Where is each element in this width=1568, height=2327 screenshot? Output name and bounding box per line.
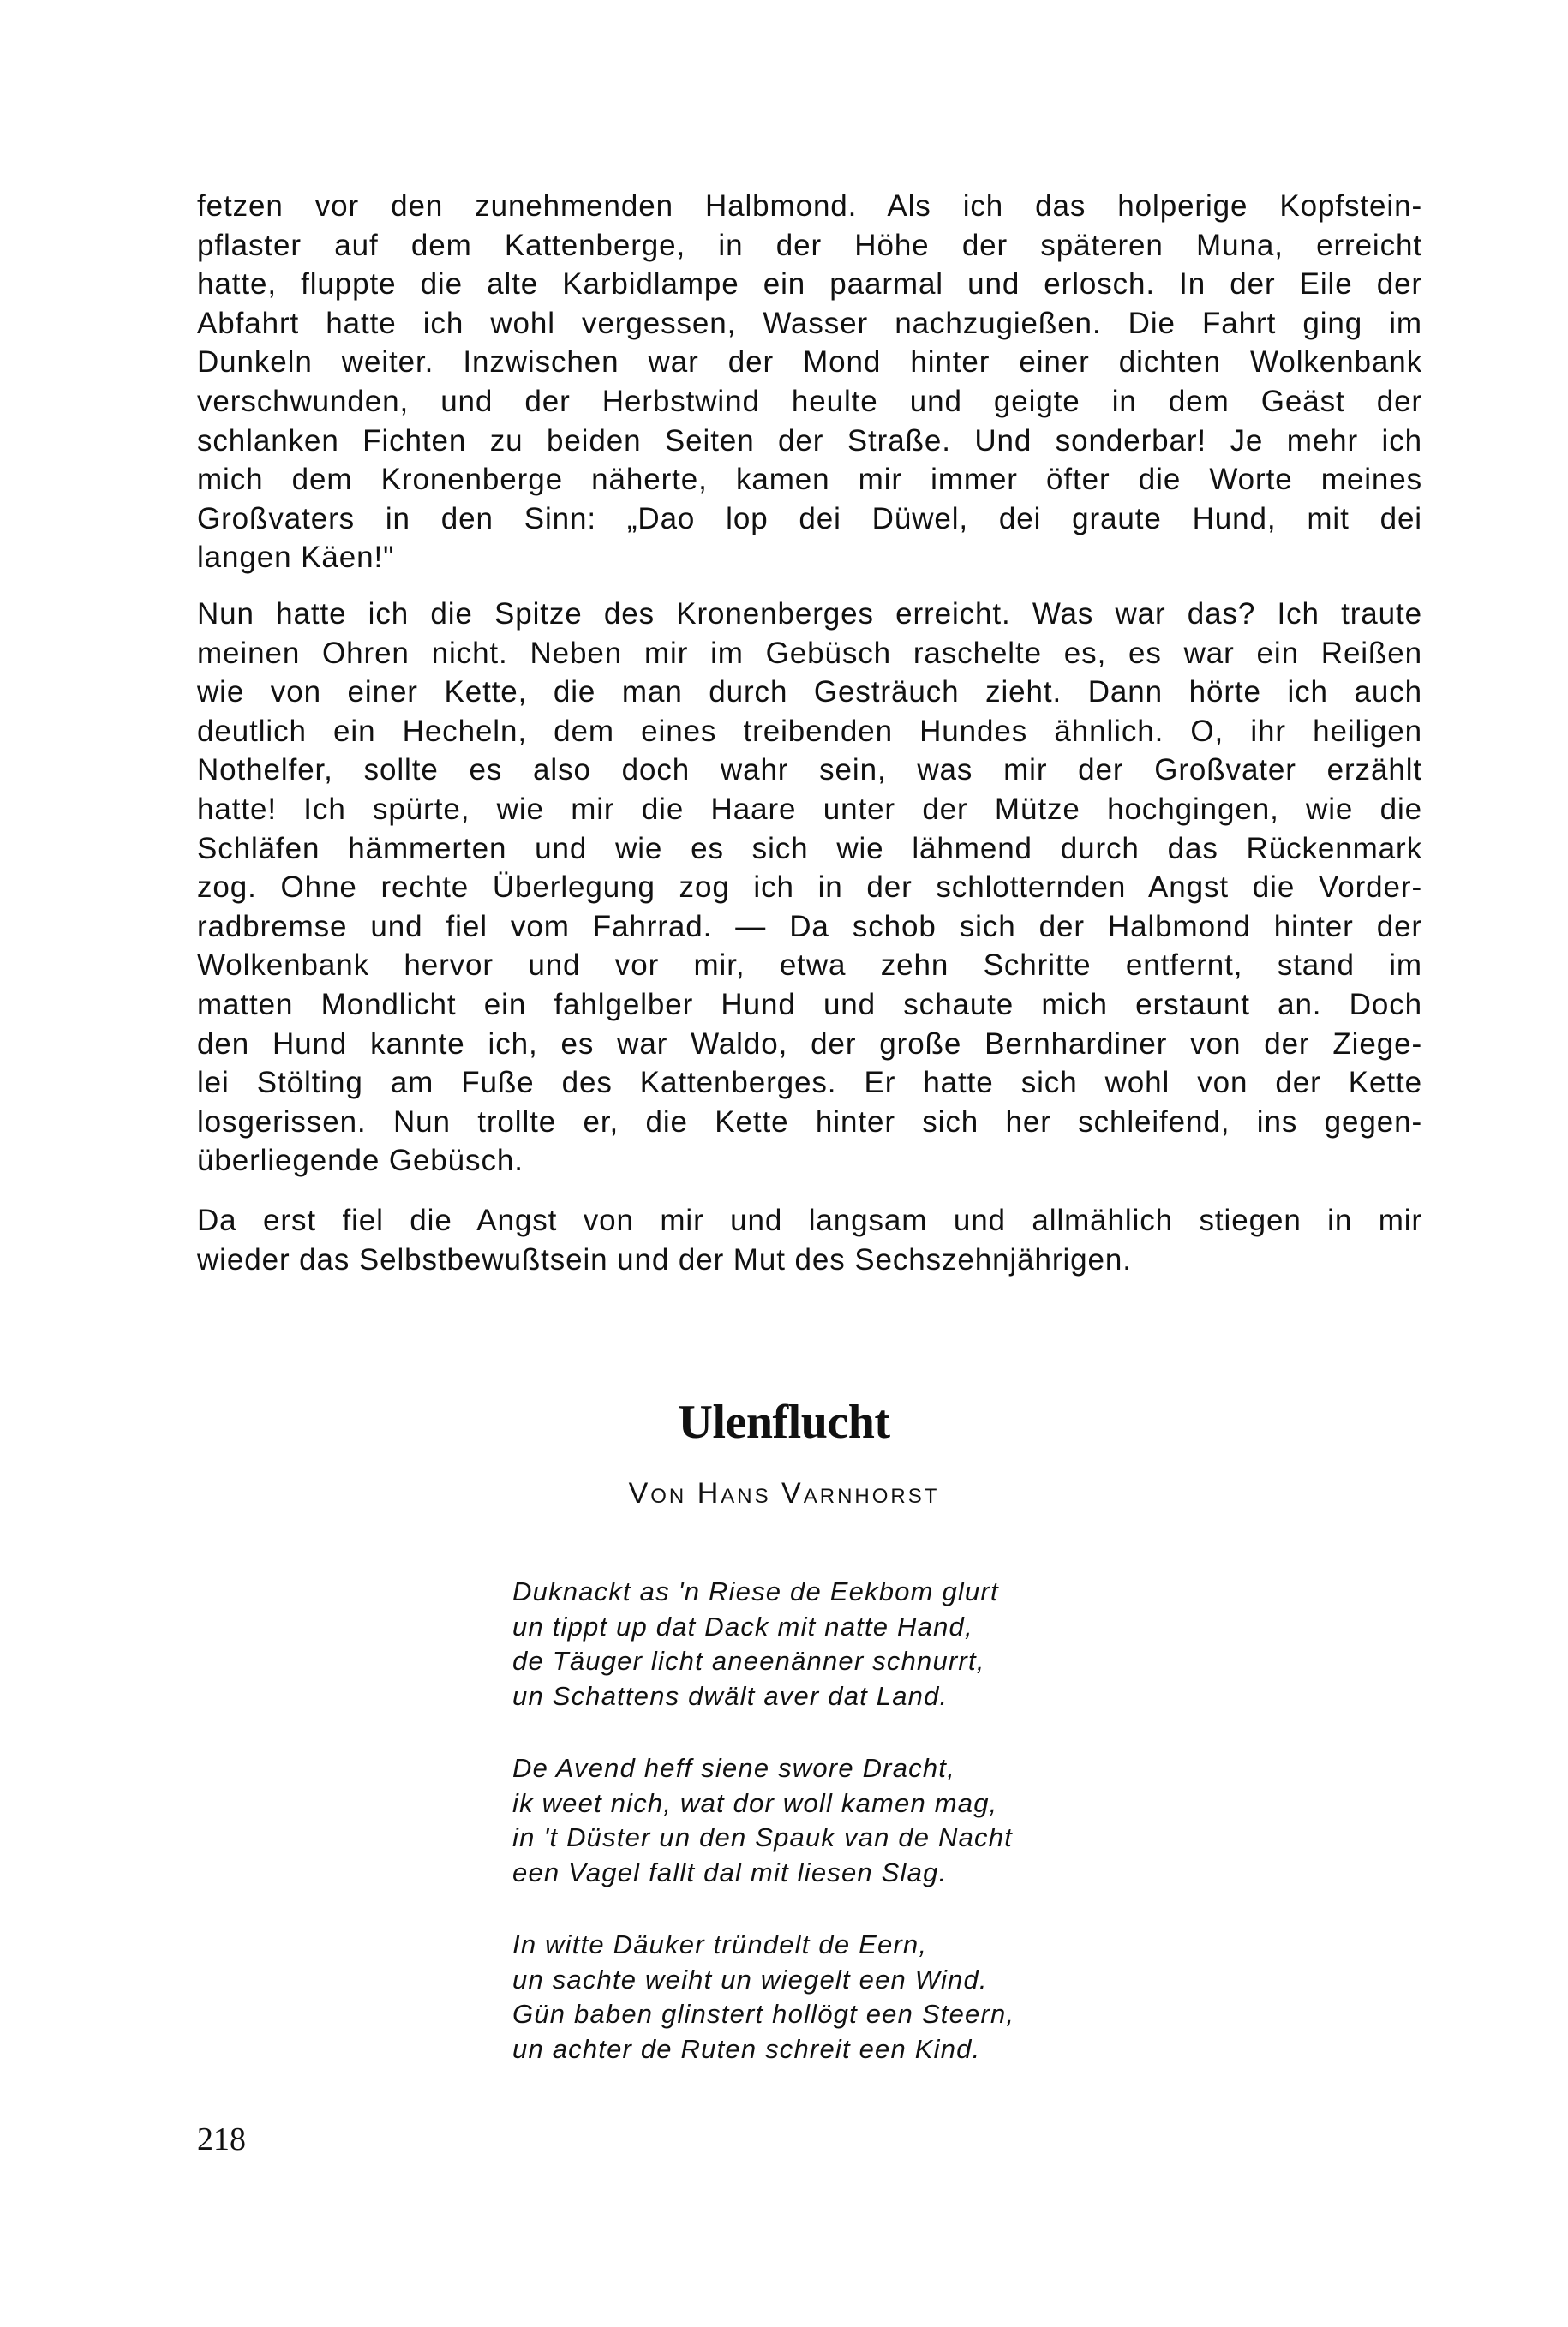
text-line: radbremse und fiel vom Fahrrad. — Da schob sich der Halbmond hinter der — [197, 909, 1422, 943]
poem-line: un sachte weiht un wiegelt een Wind. — [512, 1964, 988, 1995]
text-line: Großvaters in den Sinn: „Dao lop dei Düwel, dei graute Hund, mit dei — [197, 501, 1422, 535]
text-line: mich dem Kronenberge näherte, kamen mir immer öfter die Worte meines — [197, 463, 1422, 497]
text-line: lei Stölting am Fuße des Kattenberges. Er hatte sich wohl von der Kette — [197, 1066, 1422, 1100]
text-line: schlanken Fichten zu beiden Seiten der Straße. Und sonderbar! Je mehr ich — [197, 423, 1422, 458]
text-line: wieder das Selbstbewußtsein und der Mut des Sechszehnjährigen. — [197, 1242, 1132, 1277]
poem-title: Ulenflucht — [678, 1396, 890, 1449]
poem-line: un Schattens dwält aver dat Land. — [512, 1680, 949, 1711]
poem-line: un tippt up dat Dack mit natte Hand, — [512, 1611, 973, 1642]
paragraph-1 — [197, 187, 1422, 577]
poem-line: ik weet nich, wat dor woll kamen mag, — [512, 1787, 998, 1818]
text-line: hatte, fluppte die alte Karbidlampe ein paarmal und erlosch. In der Eile der — [197, 267, 1422, 302]
text-line: den Hund kannte ich, es war Waldo, der große Bernhardiner von der Ziege- — [197, 1026, 1422, 1061]
text-line: Da erst fiel die Angst von mir und langsam und allmählich stiegen in mir — [197, 1204, 1422, 1237]
text-line: Dunkeln weiter. Inzwischen war der Mond hinter einer dichten Wolkenbank — [197, 345, 1422, 380]
text-line: fetzen vor den zunehmenden Halbmond. Als ich das holperige Kopfstein- — [197, 189, 1422, 223]
text-line: losgerissen. Nun trollte er, die Kette hinter sich her schleifend, ins gegen- — [197, 1104, 1422, 1139]
poem-line: in 't Düster un den Spauk van de Nacht — [512, 1822, 1014, 1852]
poem-line: Duknackt as 'n Riese de Eekbom glurt — [512, 1576, 999, 1606]
text-line: Wolkenbank hervor und vor mir, etwa zehn Schritte entfernt, stand im — [197, 948, 1422, 983]
text-line: wie von einer Kette, die man durch Gesträuch zieht. Dann hörte ich auch — [197, 675, 1422, 709]
poem-byline: Von Hans Varnhorst — [628, 1477, 940, 1510]
paragraph-2 — [197, 595, 1422, 1181]
page-number: 218 — [197, 2121, 246, 2157]
poem-line: un achter de Ruten schreit een Kind. — [512, 2033, 981, 2064]
text-line: deutlich ein Hecheln, dem eines treibenden Hundes ähnlich. O, ihr heiligen — [197, 714, 1422, 748]
poem-line: een Vagel fallt dal mit liesen Slag. — [512, 1857, 948, 1887]
text-line: zog. Ohne rechte Überlegung zog ich in der schlotternden Angst die Vorder- — [197, 870, 1422, 905]
text-line: Schläfen hämmerten und wie es sich wie lähmend durch das Rückenmark — [197, 831, 1422, 865]
poem-stanza-3 — [512, 1928, 1014, 2067]
paragraph-3 — [197, 1201, 1422, 1279]
text-line: pflaster auf dem Kattenberge, in der Höhe der späteren Muna, erreicht — [197, 228, 1422, 262]
text-line: überliegende Gebüsch. — [197, 1144, 524, 1178]
poem-line: Gün baben glinstert hollögt een Steern, — [512, 1999, 1015, 2029]
poem-stanza-1 — [512, 1575, 999, 1714]
text-line: matten Mondlicht ein fahlgelber Hund und schaute mich erstaunt an. Doch — [197, 987, 1422, 1021]
text-line: Nothelfer, sollte es also doch wahr sein, was mir der Großvater erzählt — [197, 753, 1422, 787]
poem-line: In witte Däuker tründelt de Eern, — [512, 1929, 928, 1959]
text-line: Nun hatte ich die Spitze des Kronenberges erreicht. Was war das? Ich traute — [197, 597, 1422, 631]
text-line: Abfahrt hatte ich wohl vergessen, Wasser nachzugießen. Die Fahrt ging im — [197, 306, 1422, 340]
poem-line: De Avend heff siene swore Dracht, — [512, 1753, 955, 1783]
text-line: langen Käen!" — [197, 541, 395, 575]
text-line: verschwunden, und der Herbstwind heulte und geigte in dem Geäst der — [197, 384, 1422, 418]
text-line: meinen Ohren nicht. Neben mir im Gebüsch raschelte es, es war ein Reißen — [197, 636, 1422, 670]
poem-stanza-2 — [512, 1751, 1013, 1890]
poem-line: de Täuger licht aneenänner schnurrt, — [512, 1646, 985, 1676]
text-line: hatte! Ich spürte, wie mir die Haare unter der Mütze hochgingen, wie die — [197, 792, 1422, 826]
